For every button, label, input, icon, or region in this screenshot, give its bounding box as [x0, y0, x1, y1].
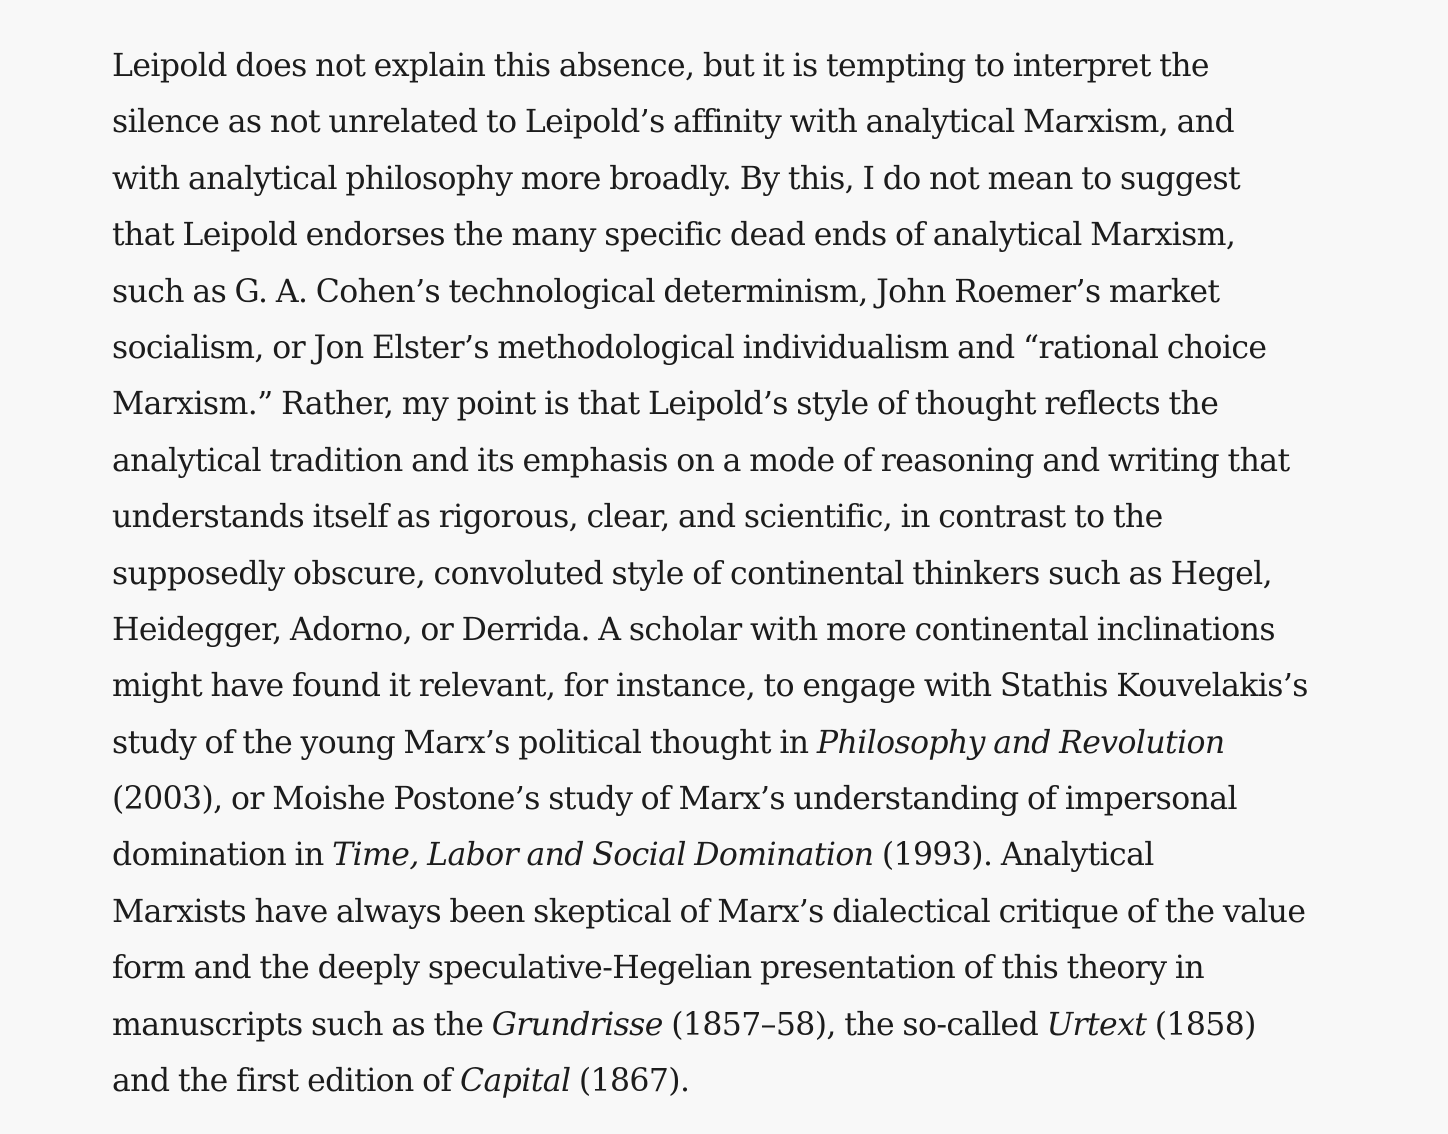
- text-line: [112, 320, 1332, 376]
- text-segment: (1857–58), the so-called: [662, 1006, 1047, 1043]
- text-segment: and the first edition of: [112, 1063, 460, 1100]
- text-line: [112, 715, 1332, 771]
- italic-title: Urtext: [1046, 1006, 1147, 1043]
- text-line: [112, 207, 1332, 263]
- text-segment: Heidegger, Adorno, or Derrida. A scholar with more continental inclinations: [112, 611, 1275, 648]
- text-segment: such as G. A. Cohen’s technological determinism, John Roemer’s market: [112, 273, 1220, 310]
- text-line: [112, 489, 1332, 545]
- text-segment: might have found it relevant, for instance, to engage with Stathis Kouvelakis’s: [112, 668, 1308, 705]
- text-segment: (1858): [1146, 1006, 1256, 1043]
- text-line: [112, 658, 1332, 714]
- text-segment: form and the deeply speculative-Hegelian presentation of this theory in: [112, 950, 1205, 987]
- text-segment: Marxism.” Rather, my point is that Leipold’s style of thought reflects the: [112, 386, 1219, 423]
- text-segment: Marxists have always been skeptical of Marx’s dialectical critique of the value: [112, 893, 1306, 930]
- text-line: [112, 884, 1332, 940]
- text-segment: socialism, or Jon Elster’s methodological individualism and “rational choice: [112, 329, 1267, 366]
- italic-title: Philosophy and Revolution: [816, 724, 1225, 761]
- text-line: [112, 940, 1332, 996]
- text-line: [112, 827, 1332, 883]
- text-segment: study of the young Marx’s political thought in: [112, 724, 817, 761]
- text-line: [112, 771, 1332, 827]
- article-body: [112, 38, 1332, 1109]
- text-line: [112, 376, 1332, 432]
- text-line: [112, 997, 1332, 1053]
- italic-title: Capital: [460, 1063, 571, 1100]
- text-line: [112, 151, 1332, 207]
- text-segment: Leipold does not explain this absence, but it is tempting to interpret the: [112, 48, 1209, 84]
- text-segment: that Leipold endorses the many specific dead ends of analytical Marxism,: [112, 217, 1236, 254]
- text-line: [112, 38, 1332, 94]
- text-segment: silence as not unrelated to Leipold’s affinity with analytical Marxism, and: [112, 104, 1235, 141]
- text-segment: supposedly obscure, convoluted style of continental thinkers such as Hegel,: [112, 555, 1273, 592]
- text-segment: with analytical philosophy more broadly. By this, I do not mean to suggest: [112, 160, 1241, 197]
- text-segment: (1867).: [570, 1063, 690, 1100]
- text-segment: domination in: [112, 837, 333, 874]
- body-paragraph: [112, 38, 1332, 1109]
- text-line: [112, 602, 1332, 658]
- text-segment: understands itself as rigorous, clear, and scientific, in contrast to the: [112, 499, 1163, 536]
- text-line: [112, 264, 1332, 320]
- text-segment: manuscripts such as the: [112, 1006, 492, 1043]
- text-line: [112, 433, 1332, 489]
- italic-title: Time, Labor and Social Domination: [332, 837, 874, 874]
- text-segment: (2003), or Moishe Postone’s study of Marx’s understanding of impersonal: [112, 781, 1237, 818]
- text-segment: (1993). Analytical: [873, 837, 1154, 874]
- text-line: [112, 1053, 1332, 1109]
- text-segment: analytical tradition and its emphasis on a mode of reasoning and writing that: [112, 442, 1290, 479]
- italic-title: Grundrisse: [491, 1006, 663, 1043]
- text-line: [112, 94, 1332, 150]
- text-line: [112, 546, 1332, 602]
